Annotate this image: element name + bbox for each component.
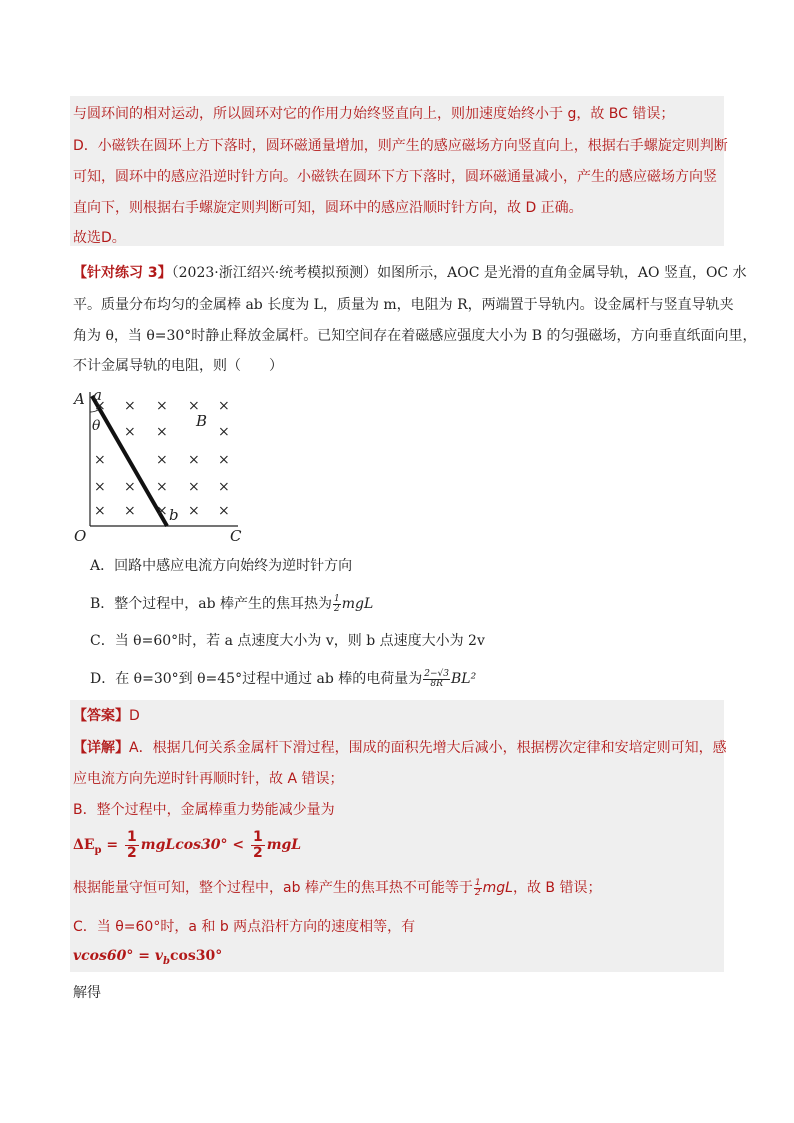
frac-num: 1 <box>127 828 137 845</box>
explanation-line-5: C．当 θ=60°时，a 和 b 两点沿杆方向的速度相等，有 <box>73 919 416 935</box>
cross: × <box>124 398 136 414</box>
explanation-line-1 <box>73 738 727 758</box>
option-d-fraction <box>423 670 450 689</box>
eq1-mid: mgLcos30° < <box>140 837 249 853</box>
cross: × <box>156 452 168 468</box>
question-tag: 【针对练习 3】 <box>73 265 172 281</box>
eq1-eq: = <box>101 837 124 853</box>
option-b-text: B．整个过程中，ab 棒产生的焦耳热为 <box>90 596 333 612</box>
option-d-bl2: BL² <box>451 671 477 687</box>
explanation-line-3: B．整个过程中，金属棒重力势能减少量为 <box>73 802 335 818</box>
cross: × <box>188 398 200 414</box>
analysis-line-2: D．小磁铁在圆环上方下落时，圆环磁通量增加，则产生的感应磁场方向竖直向上，根据右手螺旋定则判断 <box>73 138 728 154</box>
option-b <box>90 594 373 614</box>
cross: × <box>218 479 230 495</box>
frac-num: 1 <box>334 593 340 604</box>
cross: × <box>218 398 230 414</box>
question-line-2: 平。质量分布均匀的金属棒 ab 长度为 L，质量为 m，电阻为 R，两端置于导轨内。设金属杆与竖直导轨夹 <box>73 297 734 313</box>
explanation-line4-suffix: ，故 B 错误； <box>512 880 602 896</box>
cross: × <box>156 503 168 519</box>
cross: × <box>94 503 106 519</box>
analysis-line-5: 故选D。 <box>73 230 126 246</box>
label-a: a <box>93 386 102 404</box>
explanation-line-4 <box>73 878 602 898</box>
frac-num: 2−√3 <box>424 668 450 679</box>
analysis-line-3: 可知，圆环中的感应沿逆时针方向。小磁铁在圆环下方下落时，圆环磁通量减小，产生的感应磁场方向竖 <box>73 169 717 185</box>
eq2-sub: b <box>162 955 170 967</box>
cross: × <box>94 479 106 495</box>
frac-num: 1 <box>252 828 263 845</box>
eq1-fraction-2 <box>251 830 265 861</box>
answer-label: 【答案】 <box>73 708 129 724</box>
option-c: C．当 θ=60°时，若 a 点速度大小为 v，则 b 点速度大小为 2v <box>90 633 485 649</box>
question-line-1 <box>73 263 747 283</box>
frac-den: 2 <box>127 844 137 861</box>
rail-figure <box>70 386 250 546</box>
cross: × <box>218 424 230 440</box>
label-C: C <box>230 527 242 545</box>
explanation-line-2: 应电流方向先逆时针再顺时针，故 A 错误； <box>73 771 344 787</box>
eq2-end: cos30° <box>169 948 223 964</box>
analysis-line-4: 直向下，则根据右手螺旋定则判断可知，圆环中的感应沿顺时针方向，故 D 正确。 <box>73 200 583 216</box>
explanation-line4-mgl: mgL <box>482 880 513 896</box>
cross: × <box>218 503 230 519</box>
cross: × <box>124 424 136 440</box>
equation-velocity <box>73 946 222 972</box>
question-line-4: 不计金属导轨的电阻，则（ ） <box>73 358 283 374</box>
label-A: A <box>74 390 85 408</box>
label-b: b <box>169 506 179 524</box>
cross: × <box>124 479 136 495</box>
eq1-left: ΔE <box>73 837 95 853</box>
eq1-sub: p <box>94 844 102 856</box>
explanation-line4-fraction <box>474 879 482 898</box>
question-text-1: 如图所示，AOC 是光滑的直角金属导轨，AO 竖直，OC 水 <box>377 265 747 281</box>
answer-value: D <box>129 708 140 724</box>
question-line-3: 角为 θ，当 θ=30°时静止释放金属杆。已知空间存在着磁感应强度大小为 B 的匀强磁场，方向垂直纸面向里， <box>73 328 757 344</box>
explanation-label: 【详解】 <box>73 740 129 756</box>
answer-line <box>73 706 140 726</box>
equation-energy <box>73 828 301 868</box>
label-O: O <box>74 527 87 545</box>
label-theta: θ <box>92 418 101 434</box>
cross: × <box>94 398 106 414</box>
frac-den: 8R <box>430 678 443 689</box>
cross: × <box>156 398 168 414</box>
question-source: （2023·浙江绍兴·统考模拟预测） <box>171 265 378 281</box>
eq1-fraction <box>125 830 139 861</box>
frac-den: 2 <box>334 603 340 614</box>
explanation-text-1: A．根据几何关系金属杆下滑过程，围成的面积先增大后减小，根据楞次定律和安培定则可知，感 <box>129 740 727 756</box>
option-d-text: D．在 θ=30°到 θ=45°过程中通过 ab 棒的电荷量为 <box>90 671 423 687</box>
option-a: A．回路中感应电流方向始终为逆时针方向 <box>90 558 353 574</box>
cross: × <box>218 452 230 468</box>
cross: × <box>156 479 168 495</box>
option-b-mgl: mgL <box>341 596 374 612</box>
cross: × <box>188 452 200 468</box>
analysis-line-1: 与圆环间的相对运动，所以圆环对它的作用力始终竖直向上，则加速度始终小于 g，故 BC 错误； <box>73 106 675 122</box>
frac-den: 2 <box>474 887 481 898</box>
cross: × <box>156 424 168 440</box>
frac-num: 1 <box>474 877 481 888</box>
explanation-line-6: 解得 <box>73 985 101 1001</box>
eq1-end: mgL <box>266 837 302 853</box>
cross: × <box>188 503 200 519</box>
eq2-main: vcos60° = v <box>73 948 163 964</box>
frac-den: 2 <box>252 844 263 861</box>
option-d <box>90 669 476 689</box>
label-B: B <box>196 412 208 430</box>
magnetic-field-crosses <box>94 398 230 519</box>
cross: × <box>94 452 106 468</box>
cross: × <box>124 503 136 519</box>
cross: × <box>188 479 200 495</box>
explanation-text-4: 根据能量守恒可知，整个过程中，ab 棒产生的焦耳热不可能等于 <box>73 880 473 896</box>
option-b-fraction <box>333 595 341 614</box>
